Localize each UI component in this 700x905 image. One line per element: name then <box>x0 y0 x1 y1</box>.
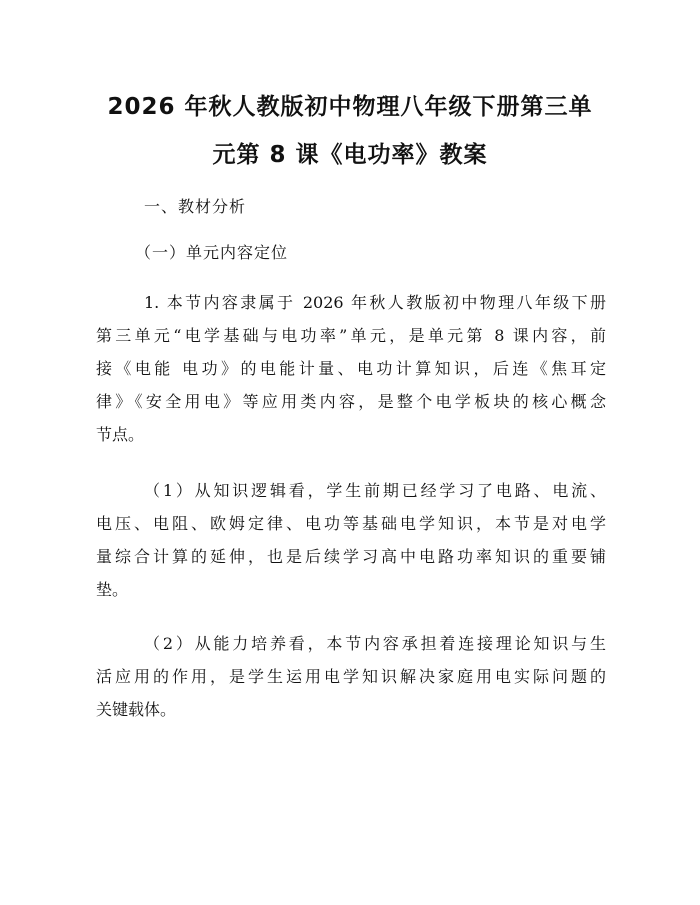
paragraph-line: 量综合计算的延伸，也是后续学习高中电路功率知识的重要铺 <box>96 547 606 566</box>
paragraph-line: 1. 本节内容隶属于 2026 年秋人教版初中物理八年级下册 <box>144 293 606 312</box>
paragraph-line: 第三单元“电学基础与电功率”单元，是单元第 8 课内容，前 <box>96 326 606 345</box>
document-title-line-1: 2026 年秋人教版初中物理八年级下册第三单 <box>107 94 593 120</box>
paragraph-line: 律》《安全用电》等应用类内容，是整个电学板块的核心概念 <box>96 392 606 411</box>
paragraph-line: 活应用的作用，是学生运用电学知识解决家庭用电实际问题的 <box>96 667 606 686</box>
subsection-heading: （一）单元内容定位 <box>135 243 289 262</box>
paragraph-line: （2）从能力培养看，本节内容承担着连接理论知识与生 <box>144 634 606 653</box>
paragraph-line: 关键载体。 <box>96 700 177 719</box>
paragraph-line: 接《电能 电功》的电能计量、电功计算知识，后连《焦耳定 <box>96 359 606 378</box>
paragraph-line: （1）从知识逻辑看，学生前期已经学习了电路、电流、 <box>144 481 606 500</box>
section-heading: 一、教材分析 <box>144 197 247 216</box>
document-title-line-2: 元第 8 课《电功率》教案 <box>212 142 488 168</box>
paragraph-line: 节点。 <box>96 425 145 444</box>
paragraph-line: 垫。 <box>96 580 129 599</box>
paragraph-line: 电压、电阻、欧姆定律、电功等基础电学知识，本节是对电学 <box>96 514 606 533</box>
